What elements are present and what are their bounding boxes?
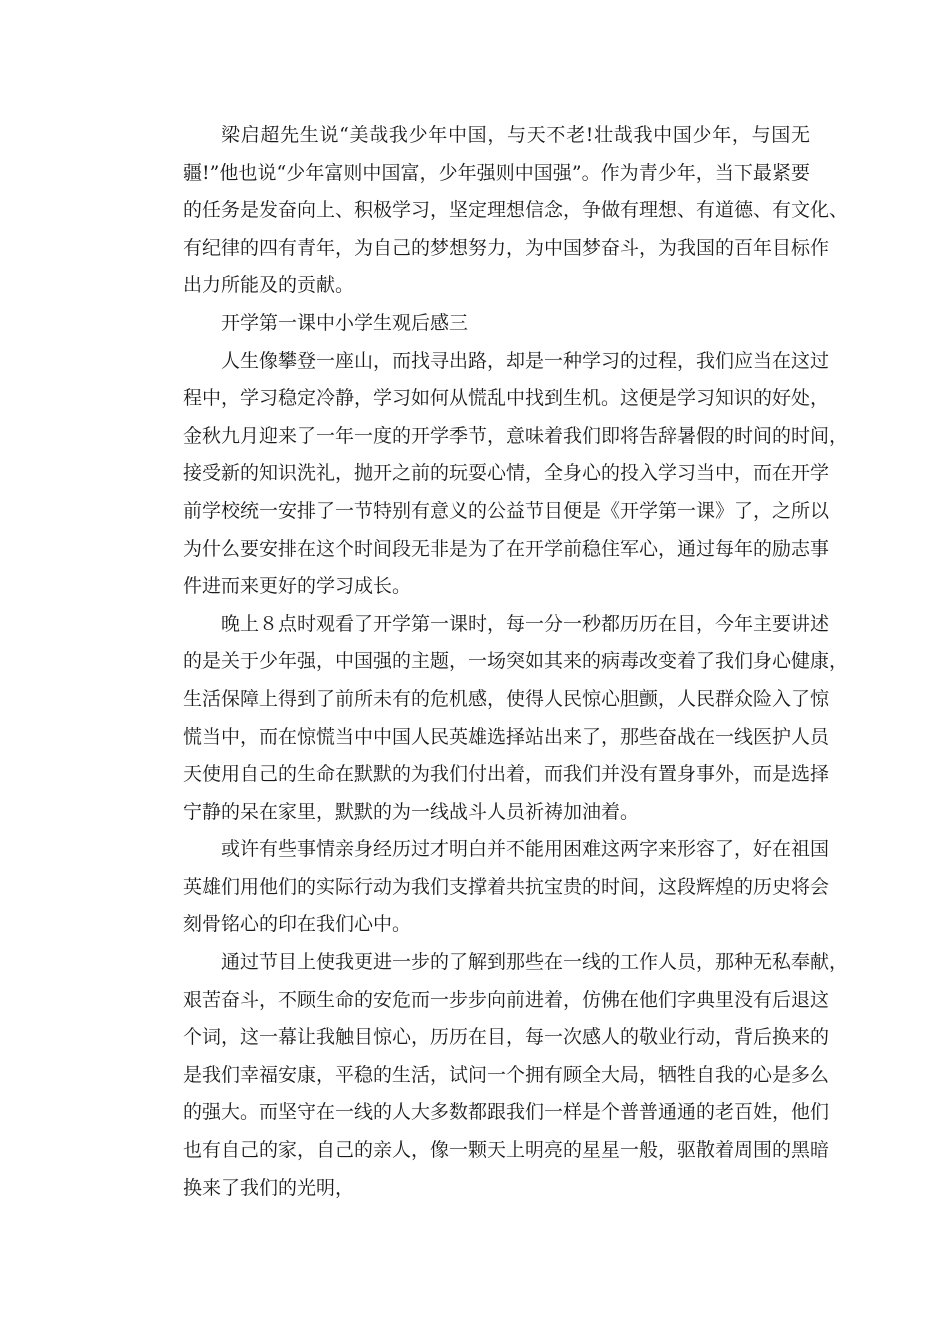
text-line: 的强大。而坚守在一线的人大多数都跟我们一样是个普普通通的老百姓，他们 [183,1101,830,1124]
paragraph-5 [145,944,849,1207]
text-line: 梁启超先生说“美哉我少年中国，与天不老!壮哉我中国少年，与国无 [221,124,810,146]
text-line: 出力所能及的贡献。 [183,274,355,297]
paragraph-1 [145,117,849,305]
paragraph-4 [145,831,830,944]
text-line: 也有自己的家，自己的亲人，像一颗天上明亮的星星一般，驱散着周围的黑暗 [183,1139,830,1162]
text-line: 英雄们用他们的实际行动为我们支撑着共抗宝贵的时间，这段辉煌的历史将会 [183,875,830,898]
text-line: 金秋九月迎来了一年一度的开学季节，意味着我们即将告辞暑假的时间的时间， [183,424,849,447]
text-line: 或许有些事情亲身经历过才明白并不能用困难这两字来形容了，好在祖国 [221,838,830,861]
text-line: 程中，学习稳定冷静，学习如何从慌乱中找到生机。这便是学习知识的好处， [183,387,830,410]
text-line: 是我们幸福安康，平稳的生活，试问一个拥有顾全大局，牺牲自我的心是多么 [183,1063,830,1086]
text-line: 换来了我们的光明， [183,1176,355,1199]
text-line: 接受新的知识洗礼，抛开之前的玩耍心情，全身心的投入学习当中，而在开学 [183,462,830,485]
text-line: 艰苦奋斗，不顾生命的安危而一步步向前进着，仿佛在他们字典里没有后退这 [183,988,830,1011]
text-line: 天使用自己的生命在默默的为我们付出着，而我们并没有置身事外，而是选择 [183,763,830,786]
text-line: 人生像攀登一座山，而找寻出路，却是一种学习的过程，我们应当在这过 [221,349,830,372]
text-line: 刻骨铭心的印在我们心中。 [183,913,412,936]
text-line: 疆!”他也说“少年富则中国富，少年强则中国强”。作为青少年，当下最紧要 [183,161,810,184]
text-line: 前学校统一安排了一节特别有意义的公益节目便是《开学第一课》了，之所以 [183,499,830,522]
text-line: 为什么要安排在这个时间段无非是为了在开学前稳住军心，通过每年的励志事 [183,537,830,560]
section-heading-container [145,305,810,343]
paragraph-3 [145,606,849,832]
text-line: 个词，这一幕让我触目惊心，历历在目，每一次感人的敬业行动，背后换来的 [183,1026,830,1049]
text-line: 慌当中，而在惊慌当中中国人民英雄选择站出来了，那些奋战在一线医护人员 [183,725,830,748]
text-line: 有纪律的四有青年，为自己的梦想努力，为中国梦奋斗，为我国的百年目标作 [183,236,830,259]
paragraph-2 [145,343,849,606]
text-line: 的任务是发奋向上、积极学习，坚定理想信念，争做有理想、有道德、有文化、 [183,199,849,222]
text-line: 的是关于少年强，中国强的主题，一场突如其来的病毒改变着了我们身心健康， [183,650,849,673]
text-line: 宁静的呆在家里，默默的为一线战斗人员祈祷加油着。 [183,800,640,823]
document-body [145,117,849,1207]
text-line: 通过节目上使我更进一步的了解到那些在一线的工作人员，那种无私奉献， [221,951,849,974]
text-line: 件进而来更好的学习成长。 [183,575,412,598]
text-line: 晚上８点时观看了开学第一课时，每一分一秒都历历在目，今年主要讲述 [221,612,830,635]
text-line: 生活保障上得到了前所未有的危机感，使得人民惊心胆颤，人民群众险入了惊 [183,687,830,710]
section-heading: 开学第一课中小学生观后感三 [221,311,469,334]
